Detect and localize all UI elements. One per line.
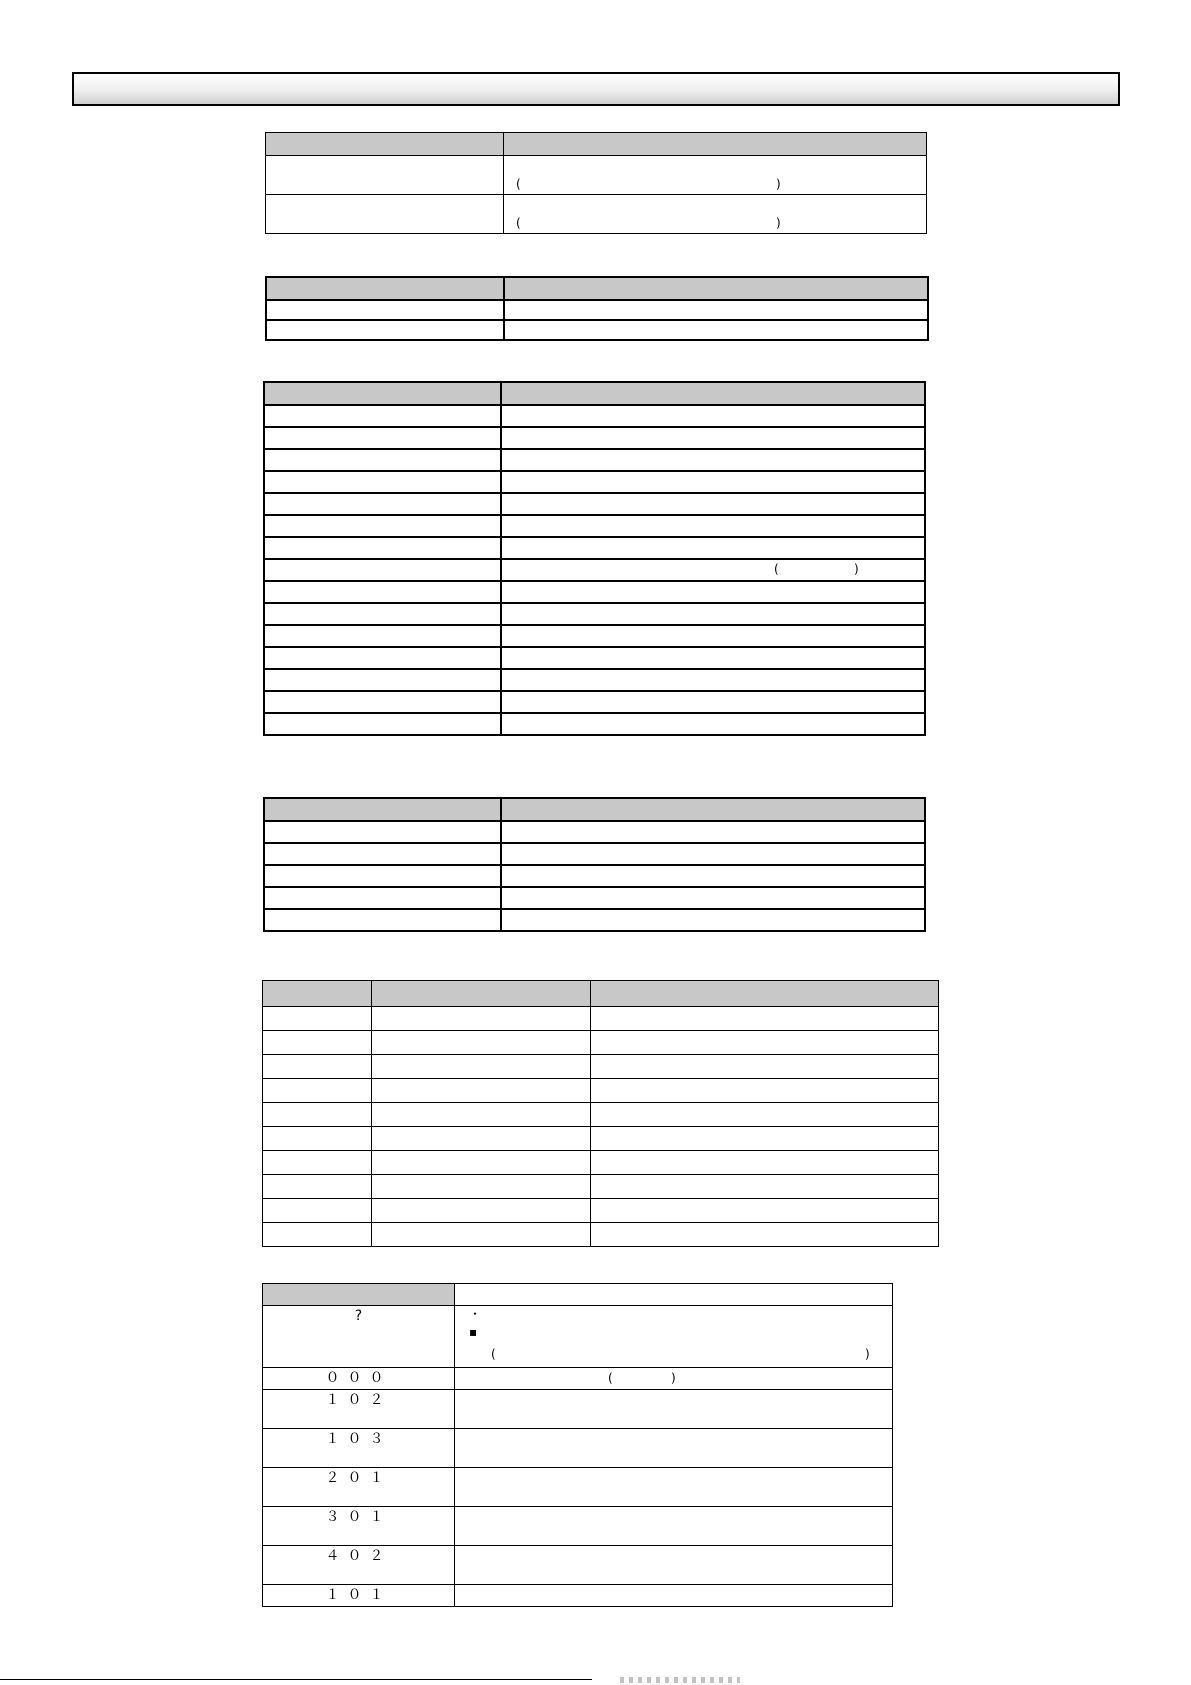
table-cell — [504, 195, 927, 234]
table-cell — [591, 1199, 939, 1223]
table-cell — [264, 821, 501, 843]
table-header-cell — [263, 1284, 455, 1306]
table-cell — [501, 821, 925, 843]
table-cell — [264, 515, 501, 537]
table-cell — [264, 669, 501, 691]
table-cell — [263, 1055, 372, 1079]
table-cell — [504, 300, 928, 320]
table-cell — [263, 1103, 372, 1127]
table-cell — [501, 493, 925, 515]
table-cell — [591, 1031, 939, 1055]
table-cell — [501, 887, 925, 909]
description-cell — [455, 1429, 893, 1468]
spec-table-1 — [265, 132, 927, 234]
table-cell — [501, 669, 925, 691]
table-cell — [266, 156, 504, 195]
table-header-cell — [266, 133, 504, 156]
table-header-cell — [264, 798, 501, 821]
table-cell — [501, 625, 925, 647]
description-cell — [455, 1507, 893, 1546]
table-cell — [372, 1055, 591, 1079]
table-cell — [501, 471, 925, 493]
table-cell — [266, 320, 504, 340]
table-cell — [263, 1175, 372, 1199]
table-cell — [372, 1127, 591, 1151]
paren-open: ( — [774, 562, 779, 576]
table-cell — [501, 713, 925, 735]
table-cell — [501, 581, 925, 603]
table-cell — [264, 843, 501, 865]
table-cell — [591, 1175, 939, 1199]
table-cell — [264, 887, 501, 909]
spec-table-2 — [265, 276, 929, 341]
table-cell — [263, 1127, 372, 1151]
paren-open: ( — [516, 216, 521, 230]
table-cell — [501, 843, 925, 865]
footer-faint-text — [620, 1677, 740, 1683]
description-cell — [455, 1546, 893, 1585]
table-cell — [501, 537, 925, 559]
table-cell — [264, 865, 501, 887]
table-cell — [591, 1223, 939, 1247]
table-cell — [264, 603, 501, 625]
table-cell — [501, 865, 925, 887]
bullet-mark: ▪ — [469, 1325, 478, 1339]
table-cell — [263, 1007, 372, 1031]
description-cell — [455, 1368, 893, 1390]
code-cell: ２０１ — [263, 1468, 455, 1507]
table-cell — [264, 449, 501, 471]
table-cell — [372, 1223, 591, 1247]
table-header-cell — [504, 277, 928, 300]
spec-table-3 — [263, 381, 926, 736]
code-cell: １０２ — [263, 1390, 455, 1429]
table-cell — [372, 1103, 591, 1127]
table-cell — [591, 1055, 939, 1079]
bullet-mark: ・ — [469, 1307, 482, 1321]
table-cell — [263, 1199, 372, 1223]
table-header-cell-blank — [455, 1284, 893, 1306]
table-header-cell — [504, 133, 927, 156]
code-cell: ? — [263, 1306, 455, 1368]
table-cell — [372, 1079, 591, 1103]
table-cell — [264, 909, 501, 931]
table-header-cell — [501, 382, 925, 405]
section-title-bar — [72, 72, 1120, 106]
description-cell — [455, 1468, 893, 1507]
table-cell — [263, 1031, 372, 1055]
table-header-cell — [591, 981, 939, 1007]
description-cell — [455, 1306, 893, 1368]
paren-open: ( — [608, 1371, 613, 1385]
table-cell — [501, 515, 925, 537]
table-cell — [591, 1151, 939, 1175]
paren-close: ) — [671, 1371, 676, 1385]
code-table — [262, 1283, 893, 1607]
table-cell — [372, 1007, 591, 1031]
table-header-cell — [266, 277, 504, 300]
paren-open: ( — [491, 1347, 496, 1361]
spec-table-5 — [262, 980, 939, 1247]
table-cell — [501, 449, 925, 471]
table-cell — [264, 625, 501, 647]
table-cell — [372, 1031, 591, 1055]
paren-close: ) — [776, 177, 781, 191]
table-header-cell — [264, 382, 501, 405]
code-cell: ０００ — [263, 1368, 455, 1390]
table-cell — [372, 1199, 591, 1223]
table-cell — [266, 300, 504, 320]
table-cell — [504, 320, 928, 340]
table-cell — [591, 1103, 939, 1127]
table-cell — [372, 1151, 591, 1175]
table-cell — [264, 691, 501, 713]
table-header-cell — [501, 798, 925, 821]
table-cell — [264, 581, 501, 603]
table-cell — [264, 471, 501, 493]
table-cell — [501, 603, 925, 625]
table-cell — [501, 405, 925, 427]
table-cell — [264, 405, 501, 427]
table-cell — [264, 713, 501, 735]
table-cell — [591, 1007, 939, 1031]
table-cell — [591, 1079, 939, 1103]
paren-close: ) — [854, 562, 859, 576]
table-cell — [264, 427, 501, 449]
table-cell — [504, 156, 927, 195]
code-cell: ３０１ — [263, 1507, 455, 1546]
description-cell — [455, 1585, 893, 1607]
table-cell — [263, 1151, 372, 1175]
paren-close: ) — [865, 1347, 870, 1361]
table-cell — [501, 691, 925, 713]
table-cell — [264, 559, 501, 581]
table-header-cell — [263, 981, 372, 1007]
table-cell — [501, 559, 925, 581]
table-cell — [266, 195, 504, 234]
description-cell — [455, 1390, 893, 1429]
table-cell — [264, 537, 501, 559]
table-cell — [501, 647, 925, 669]
table-header-cell — [372, 981, 591, 1007]
footer-rule — [0, 1679, 592, 1680]
table-cell — [263, 1079, 372, 1103]
code-cell: ４０２ — [263, 1546, 455, 1585]
table-cell — [501, 427, 925, 449]
paren-open: ( — [516, 177, 521, 191]
table-cell — [501, 909, 925, 931]
table-cell — [264, 647, 501, 669]
table-cell — [264, 493, 501, 515]
paren-close: ) — [776, 216, 781, 230]
code-cell: １０１ — [263, 1585, 455, 1607]
table-cell — [591, 1127, 939, 1151]
table-cell — [372, 1175, 591, 1199]
spec-table-4 — [263, 797, 926, 932]
table-cell — [263, 1223, 372, 1247]
code-cell: １０３ — [263, 1429, 455, 1468]
